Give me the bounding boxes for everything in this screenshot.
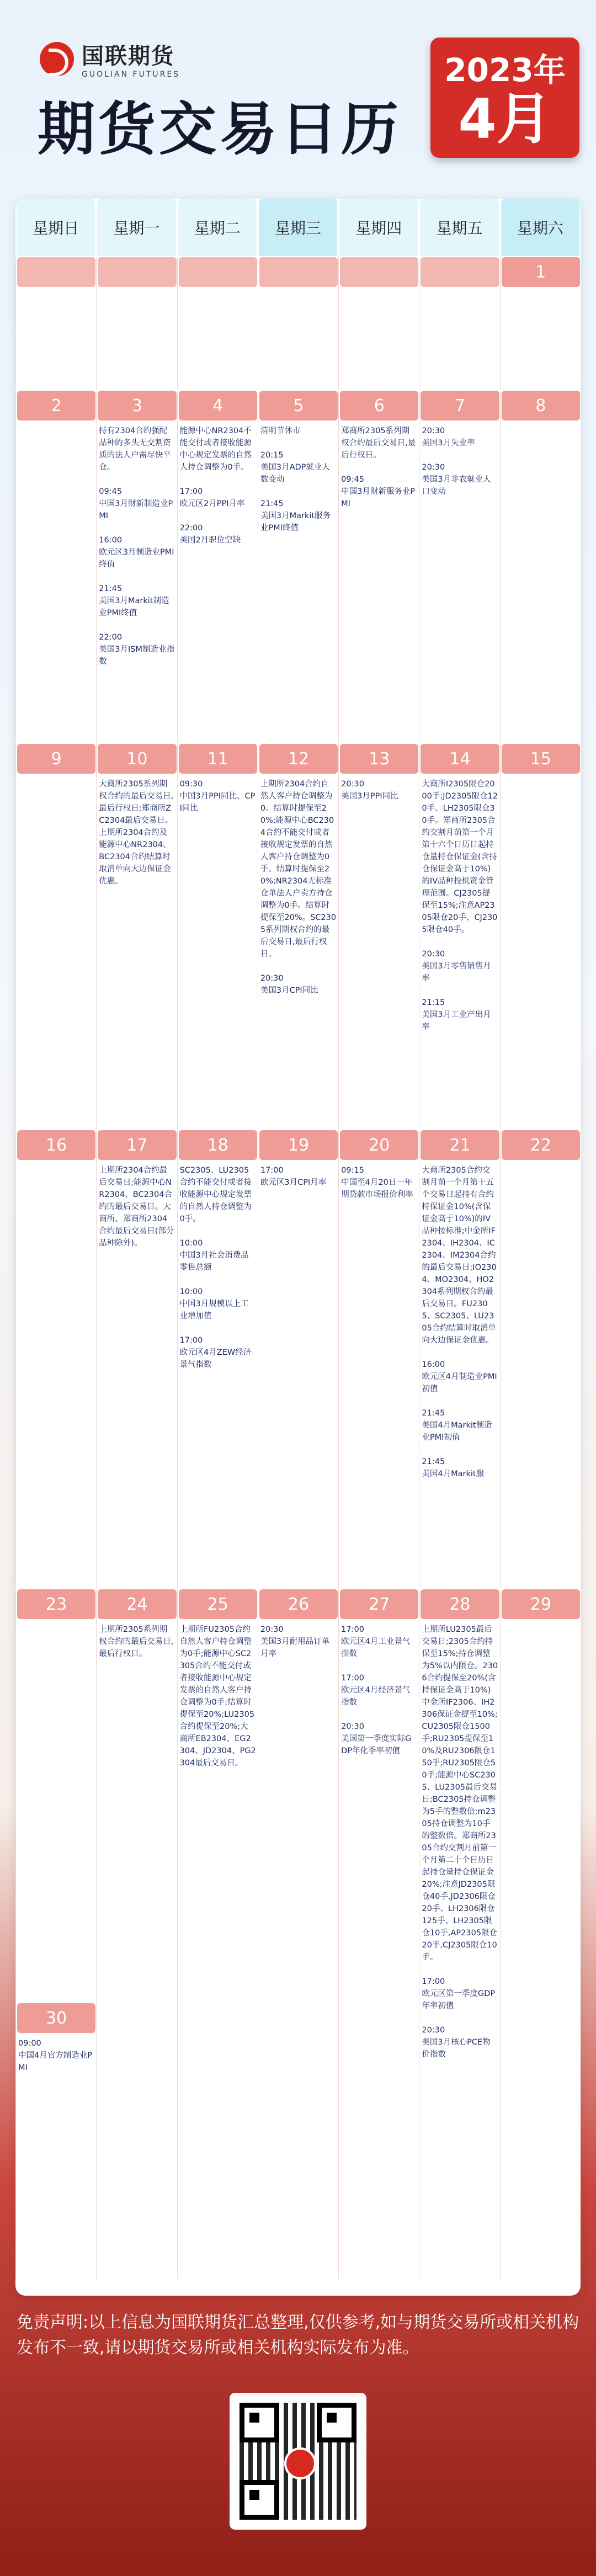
day-cell: [338, 744, 419, 1129]
day-number: [179, 257, 257, 287]
day-number: 13: [340, 744, 418, 774]
day-number: 29: [502, 1589, 580, 1619]
day-cell: [96, 1589, 177, 2003]
day-number: 28: [421, 1589, 499, 1619]
week-row: [15, 1130, 581, 1588]
day-number: 3: [98, 391, 176, 421]
day-number: 20: [340, 1130, 418, 1160]
qr-finder-icon: [240, 2403, 279, 2442]
day-events: 17:00 欧元区4月工业景气指数 17:00 欧元区4月经济景气指数 20:30 美国第一季度实际GDP年化季率初值: [341, 1625, 412, 1755]
day-number: 8: [502, 391, 580, 421]
day-number: [421, 257, 499, 287]
day-cell: [15, 1130, 97, 1588]
day-events: 上期所LU2305最后交易日;2305合约持保至15%;持仓调整为5%以内限仓。2306合约提保至20%(含持保证金高于10%)中金所IF2306、IH2306保证金提至10%;CU2305限仓1500手;RU2305提保至10%及RU2306限仓150手;RU2305限仓50手;能源中心SC2305、LU2305最后交易日;BC2305持仓调整为5手的整数倍;m2305持仓调整为10手的整数倍。郑商所2305合约交割月前第一个月第二十个日历日起持仓量持仓保证金20%;注意JD2305限仓40手,JD2306限仓20手、LH2306限仓125手、LH2305限仓10手,AP2305限仓20手,CJ2305限仓10手。 17:00 欧元区第一季度GDP年率初值 20:30 美国3月核心PCE物价指数: [422, 1625, 498, 2059]
day-cell: [258, 2003, 339, 2279]
day-cell: [96, 2003, 177, 2279]
day-number: 18: [179, 1130, 257, 1160]
day-number: 11: [179, 744, 257, 774]
day-number: 6: [340, 391, 418, 421]
day-number: 26: [259, 1589, 338, 1619]
day-cell: [500, 1130, 581, 1588]
day-events: 大商所2305系列期权合约的最后交易日,最后行权日;郑商所ZC2304最后交易日。上期所2304合约及能源中心NR2304、BC2304合约结算时取消单向大边保证金优惠。: [99, 780, 174, 886]
day-events: 郑商所2305系列期权合约最后交易日,最后行权日。 09:45 中国3月财新服务业PMI: [341, 427, 416, 508]
weekday-label: 星期四: [339, 199, 418, 256]
day-cell: [338, 257, 419, 390]
day-cell: [96, 1130, 177, 1588]
calendar-table: [15, 199, 581, 2296]
day-events: 20:30 美国3月失业率 20:30 美国3月非农就业人口变动: [422, 427, 491, 496]
day-number: [340, 257, 418, 287]
day-cell: [338, 1589, 419, 2003]
day-cell: [258, 1589, 339, 2003]
day-number: 17: [98, 1130, 176, 1160]
day-cell: [419, 1130, 500, 1588]
day-events: 09:00 中国4月官方制造业PMI: [18, 2039, 92, 2072]
week-row: [15, 2003, 581, 2279]
month-label: 4月: [458, 87, 552, 151]
logo-english: GUOLIAN FUTURES: [82, 70, 180, 79]
day-cell: [338, 391, 419, 743]
header: [0, 0, 596, 166]
day-cell: [500, 1589, 581, 2003]
day-number: 22: [502, 1130, 580, 1160]
day-events: 09:15 中国至4月20日一年期贷款市场报价利率: [341, 1166, 413, 1199]
page-title: 期货交易日历: [38, 95, 402, 163]
day-number: 14: [421, 744, 499, 774]
day-cell: [96, 257, 177, 390]
disclaimer: 免责声明:以上信息为国联期货汇总整理,仅供参考,如与期货交易所或相关机构发布不一致,请以期货交易所或相关机构实际发布为准。: [17, 2313, 579, 2357]
day-number: 2: [17, 391, 95, 421]
day-events: 上期所2305系列期权合约的最后交易日,最后行权日。: [99, 1625, 174, 1658]
day-cell: [177, 1130, 258, 1588]
day-cell: [338, 1130, 419, 1588]
day-events: 持有2304合约强配品种的多头无交割资质的法人户需尽快平仓。 09:45 中国3月财新制造业PMI 16:00 欧元区3月制造业PMI终值 21:45 美国3月Markit制造业PMI终值 22:00 美国3月ISM制造业指数: [99, 427, 174, 666]
day-number: 27: [340, 1589, 418, 1619]
day-events: 上期所2304合约最后交易日;能源中心NR2304、BC2304合约的最后交易日。大商所、郑商所2304合约最后交易日(部分品种除外)。: [99, 1166, 174, 1248]
day-number: 30: [17, 2003, 95, 2033]
week-row: [15, 744, 581, 1129]
day-events: 09:30 中国3月PPI同比、CPI同比: [179, 780, 256, 813]
day-events: 大商所I2305限仓2000手;JD2305限仓120手、LH2305限仓30手。郑商所2305合约交割月前第一个月第十六个日历日起持仓量持仓保证金(含持仓保证金高于10%)的IV品种投机资金管理范围。CJ2305提保至15%;注意AP2305限仓20手、CJ2305限仓40手。 20:30 美国3月零售销售月率 21:15 美国3月工业产出月率: [422, 780, 498, 1031]
day-cell: [338, 2003, 419, 2279]
day-cell: [15, 257, 97, 390]
day-cell: [15, 744, 97, 1129]
day-cell: [500, 257, 581, 390]
day-number: 19: [259, 1130, 338, 1160]
weekday-header: [15, 199, 581, 256]
qr-logo-icon: [284, 2447, 316, 2479]
day-cell: [96, 391, 177, 743]
day-events: 20:30 美国3月PPI同比: [341, 780, 398, 801]
day-events: 上期所FU2305合约自然人客户持仓调整为0手;能源中心SC2305合约不能交付或者接收能源中心规定发票的自然人客户持仓调整为0手;结算时提保至20%;LU2305合约提保至20%;大商所EB2304、EG2304、JD2304、PG2304最后交易日。: [179, 1625, 256, 1768]
logo-icon: [40, 42, 74, 76]
day-number: 15: [502, 744, 580, 774]
day-number: 7: [421, 391, 499, 421]
day-cell: [258, 744, 339, 1129]
year-label: 2023年: [444, 51, 566, 89]
day-events: 能源中心NR2304不能交付或者接收能源中心规定发票的自然人持仓调整为0手。 17:00 欧元区2月PPI月率 22:00 美国2月职位空缺: [179, 427, 252, 545]
day-cell: [177, 744, 258, 1129]
day-number: [98, 257, 176, 287]
day-cell: [177, 391, 258, 743]
day-cell: [500, 2003, 581, 2279]
day-number: 1: [502, 257, 580, 287]
brand-logo: [40, 39, 180, 79]
day-cell: [258, 1130, 339, 1588]
day-cell: [500, 744, 581, 1129]
day-events: 20:30 美国3月耐用品订单月率: [260, 1625, 330, 1658]
day-cell: [419, 257, 500, 390]
day-number: 5: [259, 391, 338, 421]
day-cell: [419, 744, 500, 1129]
day-cell: [500, 391, 581, 743]
day-number: [259, 257, 338, 287]
day-cell: [419, 1589, 500, 2059]
day-number: 9: [17, 744, 95, 774]
day-cell: [96, 744, 177, 1129]
weekday-label: 星期六: [501, 199, 579, 256]
day-events: 大商所2305合约交割月前一个月第十五个交易日起持有合约持保证金10%(含保证金高于10%)的IV品种按标准;中金所IF2304、IH2304、IC2304、IM2304合约的最后交易日;IO2304、MO2304、HO2304系列期权合约最后交易日。FU2305、SC2305、LU2305合约结算时取消单向大边保证金优惠。 16:00 欧元区4月制造业PMI初值 21:45 美国4月Markit制造业PMI初值 21:45 美国4月Markit服: [422, 1166, 497, 1478]
weekday-label: 星期一: [97, 199, 175, 256]
day-number: 23: [17, 1589, 95, 1619]
day-cell: [15, 1589, 97, 2003]
weekday-label: 星期五: [420, 199, 498, 256]
qr-code: [230, 2393, 366, 2530]
day-number: 21: [421, 1130, 499, 1160]
weekday-label: 星期二: [178, 199, 257, 256]
logo-name: 国联期货: [82, 44, 174, 69]
day-number: 24: [98, 1589, 176, 1619]
day-cell: [419, 2003, 500, 2279]
day-events: 17:00 欧元区3月CPI月率: [260, 1166, 327, 1187]
weekday-label: 星期三: [259, 199, 337, 256]
day-cell: [177, 257, 258, 390]
week-row: [15, 391, 581, 743]
week-row: [15, 257, 581, 390]
day-number: 25: [179, 1589, 257, 1619]
day-number: 10: [98, 744, 176, 774]
day-cell: [177, 2003, 258, 2279]
day-cell: [177, 1589, 258, 2003]
day-events: SC2305、LU2305合约不能交付或者接收能源中心规定发票的自然人持仓调整为0手。 10:00 中国3月社会消费品零售总额 10:00 中国3月规模以上工业增加值 17:00 欧元区4月ZEW经济景气指数: [179, 1166, 252, 1369]
day-cell: [15, 2003, 97, 2279]
day-cell: [258, 391, 339, 743]
day-number: [17, 257, 95, 287]
day-events: 清明节休市 20:15 美国3月ADP就业人数变动 21:45 美国3月Markit服务业PMI终值: [260, 427, 331, 533]
weekday-label: 星期日: [17, 199, 95, 256]
day-number: 4: [179, 391, 257, 421]
day-events: 上期所2304合约自然人客户持仓调整为0。结算时提保至20%;能源中心BC2304合约不能交付或者接收规定发票的自然人客户持仓调整为0手。结算时提保至20%;NR2304无标准仓单法人户卖方持仓调整为0手。结算时提保至20%。SC2305系列期权合约的最后交易日,最后行权日。 20:30 美国3月CPI同比: [260, 780, 337, 995]
day-cell: [419, 391, 500, 743]
day-cell: [15, 391, 97, 743]
date-badge: [430, 38, 579, 158]
qr-finder-icon: [240, 2480, 279, 2520]
day-number: 16: [17, 1130, 95, 1160]
day-cell: [258, 257, 339, 390]
day-number: 12: [259, 744, 338, 774]
qr-finder-icon: [317, 2403, 356, 2442]
